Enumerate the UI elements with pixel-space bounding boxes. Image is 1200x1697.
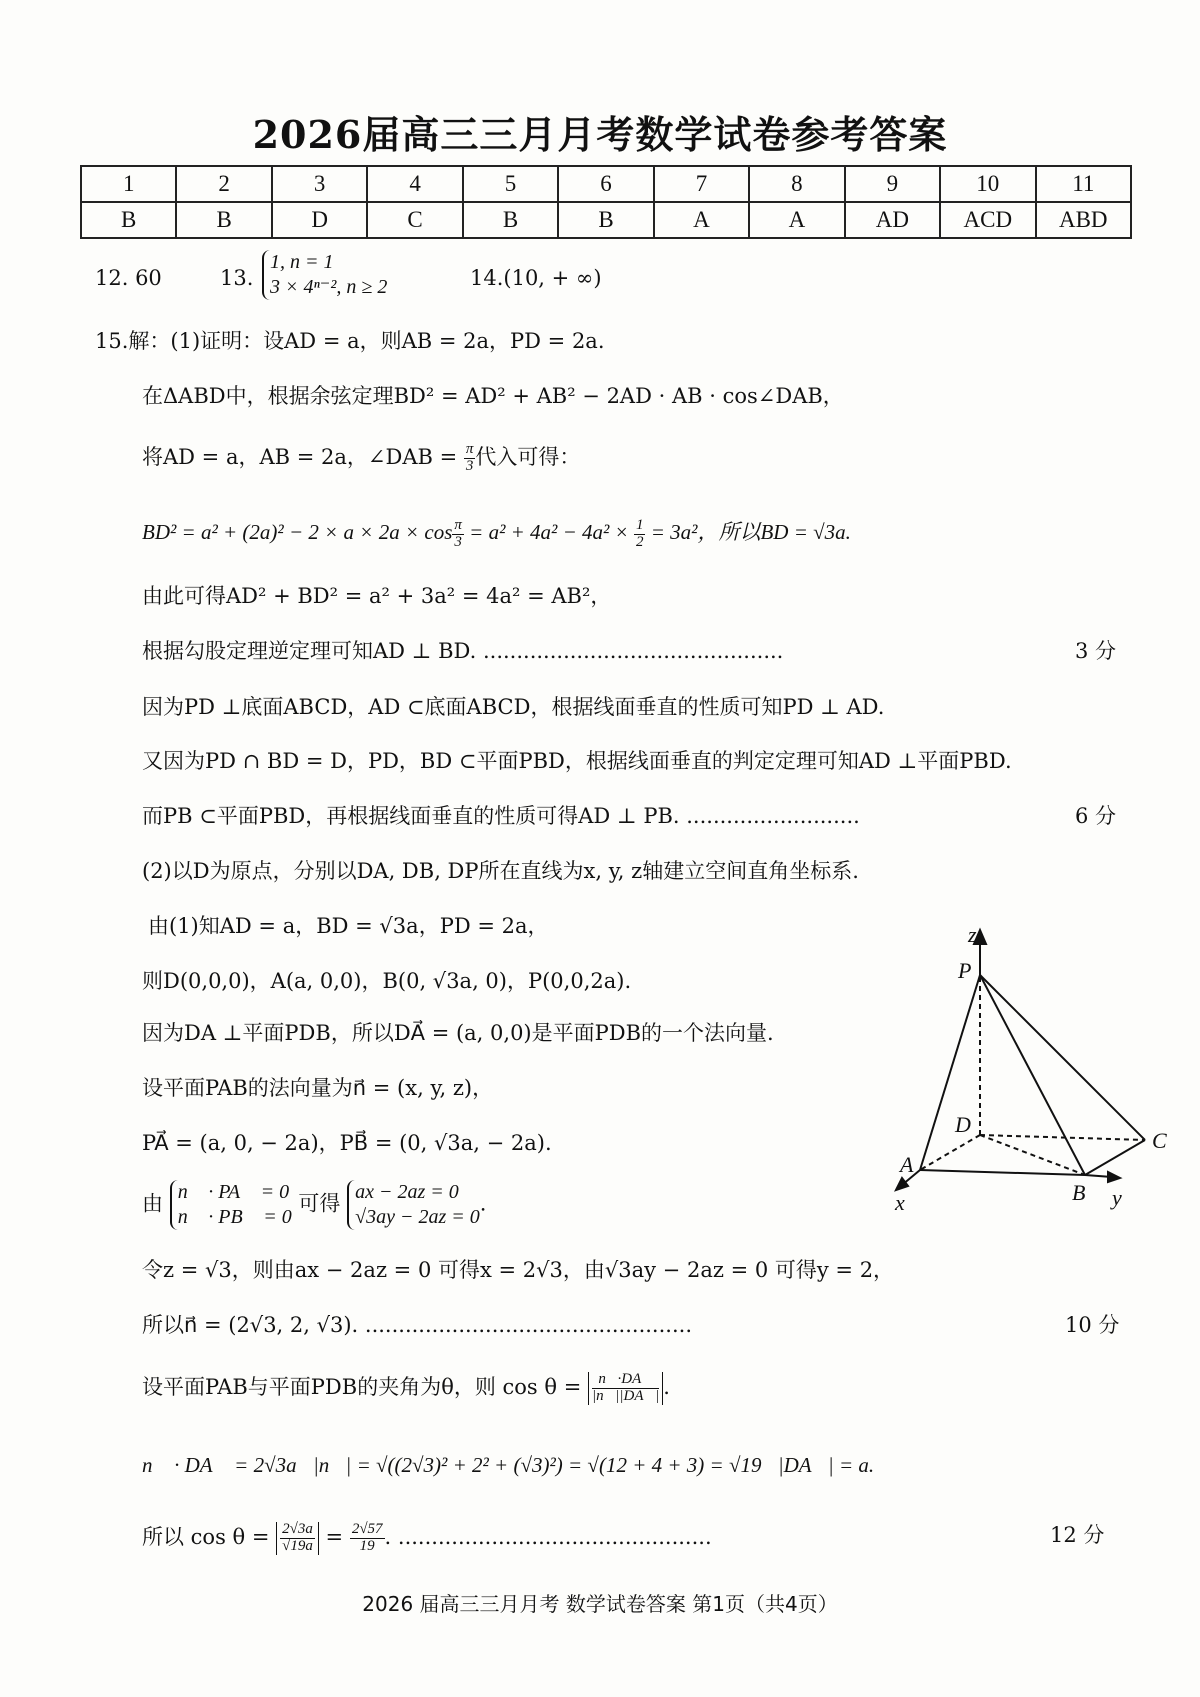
fill-in-q14: 14.(10, + ∞) — [470, 266, 602, 290]
fill-in-q12: 12. 60 — [95, 266, 162, 290]
solution-line: 所以n⃗ = (2√3, 2, √3). ................................................. — [142, 1313, 692, 1337]
table-cell: A — [654, 202, 749, 238]
label-z: z — [968, 922, 977, 947]
fill-in-q13-case2: 3 × 4ⁿ⁻², n ≥ 2 — [270, 276, 388, 298]
x-arrow — [896, 1178, 908, 1190]
table-cell: AD — [845, 202, 940, 238]
fill-in-q13-label: 13. — [220, 266, 254, 290]
label-C: C — [1152, 1128, 1167, 1153]
solution-line: 根据勾股定理逆定理可知AD ⊥ BD. ............................................. — [142, 639, 784, 663]
solution-line: 则D(0,0,0)，A(a, 0,0)，B(0, √3a, 0)，P(0,0,2a). — [142, 969, 632, 993]
equation: n⃗ · PB⃗ = 0 — [177, 1206, 292, 1228]
absolute-value — [588, 1372, 663, 1405]
text-span: . — [479, 1191, 487, 1216]
solution-line: 因为PD ⊥底面ABCD，AD ⊂底面ABCD，根据线面垂直的性质可知PD ⊥ AD. — [142, 695, 885, 719]
text-span: BD² = a² + (2a)² − 2 × a × 2a × cos — [142, 520, 453, 545]
table-cell: 6 — [558, 166, 653, 202]
equation: ax − 2az = 0 — [355, 1181, 459, 1203]
page-footer: 2026 届高三三月月考 数学试卷答案 第1页（共4页） — [362, 1592, 838, 1616]
y-arrow — [1108, 1172, 1120, 1182]
solution-line: (2)以D为原点，分别以DA, DB, DP所在直线为x, y, z轴建立空间直角坐标系. — [142, 859, 859, 883]
solution-line — [142, 518, 851, 551]
solution-line: 又因为PD ∩ BD = D，PD，BD ⊂平面PBD，根据线面垂直的判定定理可知AD ⊥平面PBD. — [142, 749, 1012, 773]
solution-line: 因为DA ⊥平面PDB，所以DA⃗ = (a, 0,0)是平面PDB的一个法向量. — [142, 1021, 774, 1045]
table-cell: 3 — [272, 166, 367, 202]
denominator: √19a — [282, 1537, 313, 1554]
fraction — [464, 442, 476, 475]
text-span: 由 — [142, 1191, 163, 1216]
numerator: 1 — [635, 517, 644, 533]
label-P: P — [958, 958, 972, 983]
answer-table — [80, 165, 1132, 239]
solution-line: PA⃗ = (a, 0, − 2a)，PB⃗ = (0, √3a, − 2a). — [142, 1131, 552, 1155]
table-cell: 9 — [845, 166, 940, 202]
text-span: . ............................................... — [384, 1524, 712, 1549]
page-title: 2026届高三三月月考数学试卷参考答案 — [252, 112, 948, 157]
fill-in-q13-case1: 1, n = 1 — [270, 251, 334, 273]
fraction — [280, 1522, 315, 1555]
label-B: B — [1072, 1180, 1086, 1205]
table-cell: 1 — [81, 166, 176, 202]
answer-table-numbers-row — [81, 166, 1131, 202]
equation: √3ay − 2az = 0 — [355, 1206, 480, 1228]
numerator: n⃗·DA⃗ — [592, 1372, 659, 1389]
numerator: 2√3a — [282, 1521, 313, 1537]
score-label: 3 分 — [1075, 639, 1117, 663]
table-cell: B — [558, 202, 653, 238]
text-span: = a² + 4a² − 4a² × — [463, 520, 634, 545]
answer-table-answers-row — [81, 202, 1131, 238]
table-cell: B — [81, 202, 176, 238]
edge-BC — [1085, 1140, 1145, 1175]
text-span: 可得 — [298, 1191, 341, 1216]
denominator: 2 — [635, 533, 644, 550]
denominator: 3 — [465, 457, 474, 474]
table-cell: ABD — [1036, 202, 1131, 238]
text-span: = 3a²，所以BD = √3a. — [645, 520, 851, 545]
text-span: 将AD = a，AB = 2a，∠DAB = — [142, 444, 464, 469]
score-label: 6 分 — [1075, 804, 1117, 828]
score-label: 12 分 — [1050, 1523, 1105, 1547]
fraction — [592, 1372, 659, 1405]
score-label: 10 分 — [1065, 1313, 1120, 1337]
pyramid-figure — [880, 920, 1180, 1220]
denominator: 3 — [454, 533, 462, 550]
label-D: D — [955, 1112, 971, 1137]
table-cell: B — [176, 202, 271, 238]
edge-PC — [980, 975, 1145, 1140]
solution-line: n⃗ · DA⃗ = 2√3a，|n⃗| = √((2√3)² + 2² + (√3)²) = √(12 + 4 + 3) = √19，|DA⃗| = a. — [142, 1453, 875, 1477]
numerator: π — [465, 441, 474, 457]
fraction — [350, 1522, 385, 1555]
solution-line: 令z = √3，则由ax − 2az = 0 可得x = 2√3，由√3ay − 2az = 0 可得y = 2， — [142, 1258, 895, 1282]
equation-system — [170, 1180, 292, 1230]
text-span: . — [663, 1374, 670, 1399]
edge-DB — [980, 1135, 1085, 1175]
table-cell: 11 — [1036, 166, 1131, 202]
table-cell: 2 — [176, 166, 271, 202]
solution-line: 设平面PAB的法向量为n⃗ = (x, y, z)， — [142, 1076, 494, 1100]
solution-line — [142, 442, 580, 475]
table-cell: D — [272, 202, 367, 238]
solution-line: 由(1)知AD = a，BD = √3a，PD = 2a， — [148, 914, 549, 938]
numerator: π — [454, 517, 462, 533]
solution-line: 15.解：(1)证明：设AD = a，则AB = 2a，PD = 2a. — [95, 329, 605, 353]
solution-line — [142, 1180, 486, 1230]
text-span: 所以 cos θ = — [142, 1524, 277, 1549]
table-cell: C — [367, 202, 462, 238]
text-span: 设平面PAB与平面PDB的夹角为θ，则 cos θ = — [142, 1374, 588, 1399]
table-cell: B — [463, 202, 558, 238]
absolute-value — [276, 1522, 319, 1555]
denominator: |n⃗||DA⃗| — [591, 1387, 660, 1404]
table-cell: 10 — [940, 166, 1035, 202]
fraction — [452, 518, 464, 551]
table-cell: 7 — [654, 166, 749, 202]
text-span: 代入可得： — [475, 444, 581, 469]
fraction — [634, 518, 646, 551]
edge-PB — [980, 975, 1085, 1175]
denominator: 19 — [359, 1537, 375, 1554]
equation-system — [347, 1180, 480, 1230]
label-x: x — [895, 1190, 905, 1215]
solution-line: 由此可得AD² + BD² = a² + 3a² = 4a² = AB²， — [142, 584, 612, 608]
solution-line: 在ΔABD中，根据余弦定理BD² = AD² + AB² − 2AD · AB · cos∠DAB， — [142, 384, 844, 408]
label-A: A — [900, 1152, 914, 1177]
solution-line — [142, 1522, 712, 1555]
edge-DC — [980, 1135, 1145, 1140]
solution-line: 而PB ⊂平面PBD，再根据线面垂直的性质可得AD ⊥ PB. .......................... — [142, 804, 860, 828]
table-cell: 4 — [367, 166, 462, 202]
table-cell: 5 — [463, 166, 558, 202]
text-span: = — [318, 1524, 350, 1549]
fill-in-q13-cases — [262, 250, 387, 300]
numerator: 2√57 — [351, 1521, 383, 1537]
label-y: y — [1112, 1185, 1122, 1210]
table-cell: 8 — [749, 166, 844, 202]
equation: n⃗ · PA⃗ = 0 — [177, 1181, 290, 1203]
table-cell: ACD — [940, 202, 1035, 238]
edge-AB — [920, 1170, 1085, 1175]
solution-line — [142, 1372, 670, 1405]
table-cell: A — [749, 202, 844, 238]
